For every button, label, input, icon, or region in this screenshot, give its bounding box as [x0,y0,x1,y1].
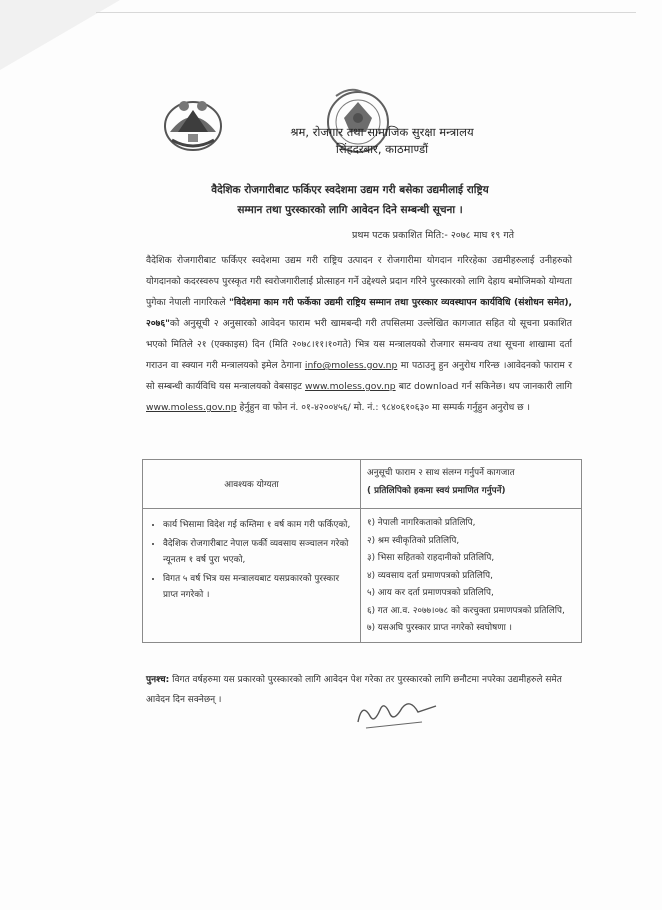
body-part-4: बाट download गर्न सकिनेछ। थप जानकारी लागि [395,381,572,392]
list-item: ४) व्यवसाय दर्ता प्रमाणपत्रको प्रतिलिपि, [367,570,493,581]
documents-list [367,515,575,638]
list-item: ३) भिसा सहितको राहदानीको प्रतिलिपि, [367,553,495,563]
procedure-name: "विदेशमा काम गरी फर्केका उद्यमी राष्ट्रिय सम्मान तथा पुरस्कार व्यवस्थापन कार्यविधि (संशोधन समेत), २०७६" [146,297,573,329]
documents-header [361,460,582,509]
table-header-row [143,460,582,509]
website-link-2[interactable]: www.moless.gov.np [146,402,237,413]
notice-body [146,250,572,418]
email-link[interactable]: info@moless.gov.np [304,360,398,371]
list-item: ५) आय कर दर्ता प्रमाणपत्रको प्रतिलिपि, [367,588,494,598]
documents-cell [361,509,582,643]
list-item: ७) यसअघि पुरस्कार प्राप्त नगरेको स्वघोषणा । [367,623,513,633]
body-part-3: मा पठाउनु हुन अनुरोध गरिन्छ ।आवेदनको फाराम र सो सम्बन्धी कार्यविधि यस मन्त्रालयको वेबसाइट [146,360,573,392]
handwritten-signature [352,692,442,734]
website-link-1[interactable]: www.moless.gov.np [304,381,396,392]
page-edge-line [96,12,636,13]
publication-date: प्रथम पटक प्रकाशित मिति:- २०७८ माघ १९ गते [352,230,515,241]
list-item: • वैदेशिक रोजगारीबाट नेपाल फर्की व्यवसाय सञ्चालन गरेको न्यूनतम १ वर्ष पुरा भएको, [163,536,354,569]
ministry-location: सिंहदरबार, काठमाण्डौं [335,142,429,156]
documents-header-title: अनुसूची फाराम २ साथ संलग्न गर्नुपर्ने कागजात [367,468,515,478]
eligibility-cell [143,509,361,643]
requirements-table [142,459,582,643]
eligibility-header: आवश्यक योग्यता [143,460,361,509]
eligibility-list [149,517,354,604]
table-row [143,509,582,643]
list-item: • कार्य भिसामा विदेश गई कम्तिमा १ वर्ष काम गरी फर्किएको, [163,517,354,534]
postscript-text: विगत वर्षहरुमा यस प्रकारको पुरस्कारको लागि आवेदन पेश गरेका तर पुरस्कारको लागि छनौटमा नपरेका उद्यमीहरुले समेत आवेदन दिन सक्नेछन् । [146,675,562,705]
list-item: २) श्रम स्वीकृतिको प्रतिलिपि, [367,535,460,546]
page-fold-shadow [0,0,120,70]
body-part-1: वैदेशिक रोजगारीबाट फर्किएर स्वदेशमा उद्यम गरी राष्ट्रिय उत्पादन र रोजगारीमा योगदान गरिरहेका उद्यमीहरुलाई उनीहरुको योगदानको कदरस्वरुप पुरस्कृत गरी स्वरोजगारीलाई प्रोत्साहन गर्ने उद्देश्यले प्रदान गरिने पुरस्कारको लागि देहाय बमोजिमको योग्यता पुगेका नेपाली नागरिकले [146,255,572,308]
body-part-5: हेर्नुहुन वा फोन नं. ०१-४२००४५६/ मो. नं.: ९८४०६१०६३० मा सम्पर्क गर्नुहुन अनुरोध छ । [236,402,531,413]
notice-title: वैदेशिक रोजगारीबाट फर्किएर स्वदेशमा उद्यम गरी बसेका उद्यमीलाई राष्ट्रिय सम्मान तथा पुरस्कारको लागि आवेदन दिने सम्बन्धी सूचना । [211,184,489,216]
list-item: १) नेपाली नागरिकताको प्रतिलिपि, [367,518,476,528]
ministry-header [232,124,532,158]
list-item: • विगत ५ वर्ष भित्र यस मन्त्रालयबाट यसप्रकारको पुरस्कार प्राप्त नगरेको । [163,571,354,604]
postscript-label: पुनश्च: [146,675,170,685]
list-item: ६) गत आ.व. २०७७।०७८ को करचुक्ता प्रमाणपत्रको प्रतिलिपि, [367,605,565,616]
ministry-name: श्रम, रोजगार तथा सामाजिक सुरक्षा मन्त्रालय [290,125,474,139]
nepal-emblem-icon [160,92,226,154]
body-part-2: को अनुसूची २ अनुसारको आवेदन फाराम भरी खामबन्दी गरी तपसिलमा उल्लेखित कागजात सहित यो सूचना प्रकाशित भएको मितिले २१ (एक्काइस) दिन (मिति २०७८।११।१०गते) भित्र यस मन्त्रालयको रोजगार समन्वय तथा सूचना शाखामा दर्ता गराउन वा स्क्यान गरी मन्त्रालयको इमेल ठेगाना [146,318,572,371]
documents-header-sub: ( प्रतिलिपिको हकमा स्वयं प्रमाणित गर्नुपर्ने) [367,486,506,496]
